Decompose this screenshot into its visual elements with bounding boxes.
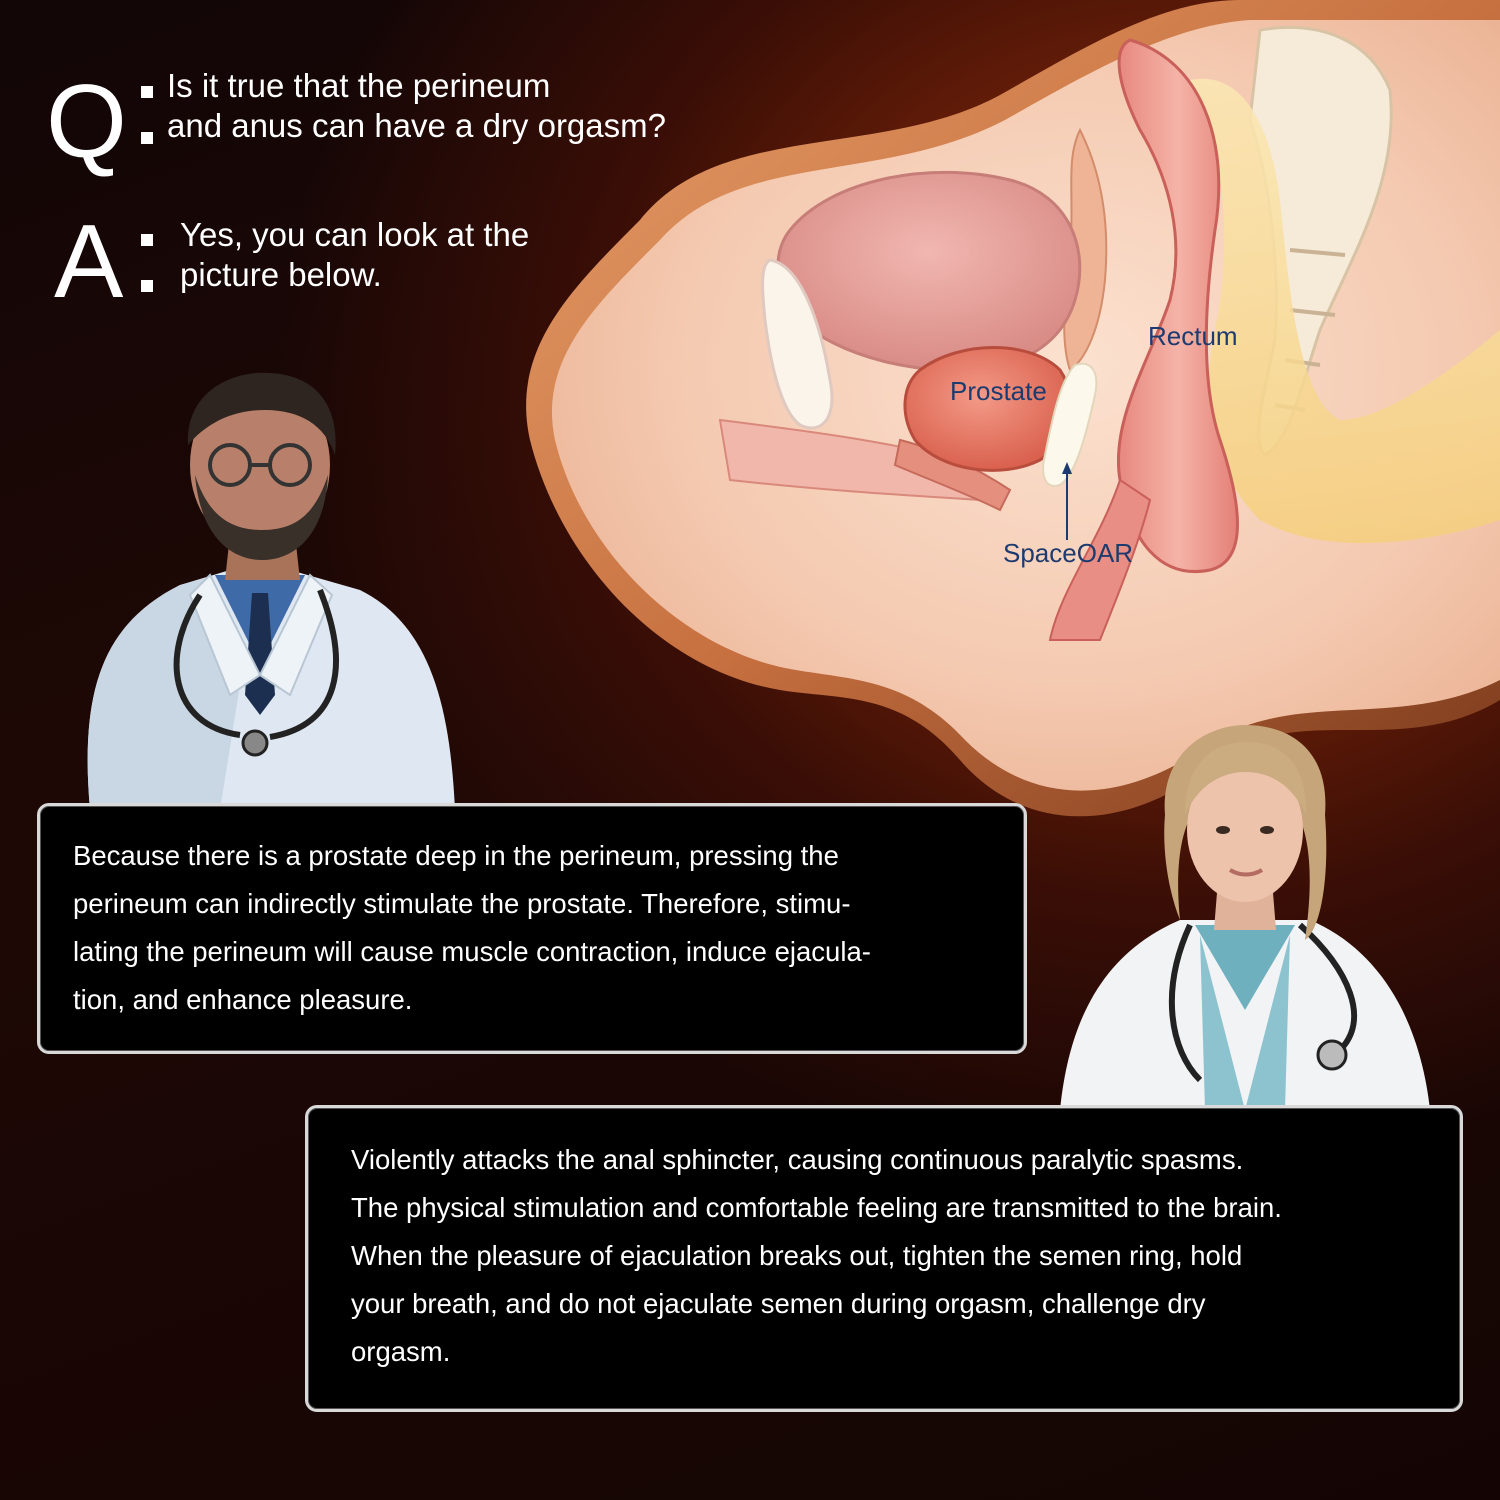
panel-one-line-3: lating the perineum will cause muscle contraction, induce ejacula- <box>73 936 871 967</box>
question-letter: Q <box>46 64 127 180</box>
male-doctor-figure <box>70 365 470 810</box>
answer-colon <box>141 234 153 294</box>
question-text <box>167 66 666 146</box>
panel-two-line-4: your breath, and do not ejaculate semen during orgasm, challenge dry <box>351 1288 1206 1319</box>
rectum-label: Rectum <box>1148 321 1238 351</box>
panel-two-line-1: Violently attacks the anal sphincter, causing continuous paralytic spasms. <box>351 1144 1244 1175</box>
info-panel-two <box>305 1105 1463 1412</box>
panel-two-text <box>351 1136 1282 1376</box>
panel-two-line-5: orgasm. <box>351 1336 451 1367</box>
female-doctor-figure <box>1050 720 1440 1110</box>
panel-one-line-4: tion, and enhance pleasure. <box>73 984 413 1015</box>
panel-one-text <box>73 832 871 1024</box>
pelvis-cross-section <box>526 0 1500 816</box>
info-panel-one <box>37 803 1027 1054</box>
panel-one-line-1: Because there is a prostate deep in the perineum, pressing the <box>73 840 839 871</box>
prostate-label: Prostate <box>950 376 1047 406</box>
answer-line-1: Yes, you can look at the <box>180 216 530 253</box>
answer-text <box>180 215 529 295</box>
question-line-1: Is it true that the perineum <box>167 67 551 104</box>
question-line-2: and anus can have a dry orgasm? <box>167 107 666 144</box>
panel-two-line-3: When the pleasure of ejaculation breaks out, tighten the semen ring, hold <box>351 1240 1243 1271</box>
answer-line-2: picture below. <box>180 256 382 293</box>
question-colon <box>141 86 153 146</box>
panel-two-line-2: The physical stimulation and comfortable feeling are transmitted to the brain. <box>351 1192 1282 1223</box>
panel-one-line-2: perineum can indirectly stimulate the prostate. Therefore, stimu- <box>73 888 851 919</box>
answer-letter: A <box>54 204 124 320</box>
spaceoar-label: SpaceOAR <box>1003 538 1134 568</box>
